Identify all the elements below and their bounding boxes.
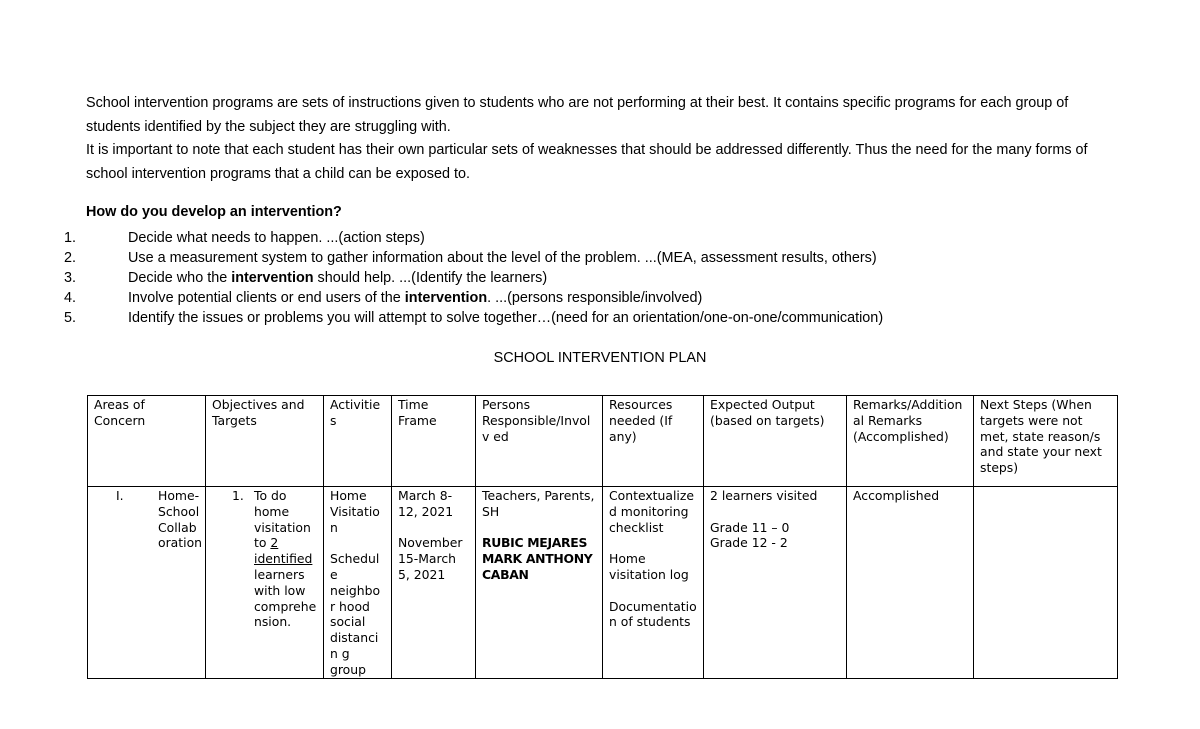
step-number: 3. bbox=[63, 270, 76, 286]
header-expected-output: Expected Output (based on targets) bbox=[704, 396, 847, 487]
header-time-frame: Time Frame bbox=[392, 396, 476, 487]
header-objectives: Objectives and Targets bbox=[206, 396, 324, 487]
steps-list bbox=[0, 228, 1150, 328]
objective-number: 1. bbox=[232, 488, 244, 503]
header-remarks: Remarks/Additional Remarks (Accomplished) bbox=[847, 396, 974, 487]
objective-text bbox=[254, 488, 322, 630]
step-item bbox=[0, 248, 1150, 268]
step-number: 2. bbox=[63, 250, 76, 266]
step-number: 5. bbox=[63, 310, 76, 326]
step-text bbox=[128, 268, 547, 288]
step-number: 4. bbox=[63, 290, 76, 306]
objective-text-pre: To do home visitation to bbox=[254, 488, 311, 551]
step-text-bold: intervention bbox=[231, 270, 314, 286]
cell-area bbox=[88, 487, 206, 679]
step-text: Decide what needs to happen. ...(action steps) bbox=[128, 230, 425, 246]
resource-item: Documentation of students bbox=[609, 598, 697, 630]
section-question: How do you develop an intervention? bbox=[86, 204, 342, 220]
table-header-row bbox=[88, 396, 1118, 487]
step-text bbox=[128, 288, 702, 308]
header-activities: Activities bbox=[324, 396, 392, 487]
activity-item: Home Visitation bbox=[330, 488, 380, 535]
area-number: I. bbox=[116, 488, 124, 503]
persons-names: RUBIC MEJARES MARK ANTHONY CABAN bbox=[482, 535, 593, 582]
intro-paragraph-1: School intervention programs are sets of instructions given to students who are not performing at their best. It contains specific programs for each group of students identified by the subject they are struggling with. bbox=[86, 95, 1069, 135]
objective-text-post: learners with low comprehe nsion. bbox=[254, 566, 317, 630]
header-persons-responsible: Persons Responsible/Involv ed bbox=[476, 396, 603, 487]
cell-resources bbox=[603, 487, 704, 679]
step-text-before: Involve potential clients or end users of the bbox=[128, 290, 405, 306]
step-text-after: . ...(persons responsible/involved) bbox=[487, 290, 703, 306]
cell-objective bbox=[206, 487, 324, 679]
step-text: Identify the issues or problems you will attempt to solve together…(need for an orientation/one-on-one/communication) bbox=[128, 310, 884, 326]
output-item: Grade 12 - 2 bbox=[710, 535, 788, 551]
cell-activities bbox=[324, 487, 392, 679]
output-item: 2 learners visited bbox=[710, 488, 818, 503]
header-areas-of-concern: Areas of Concern bbox=[88, 396, 206, 487]
cell-time-frame bbox=[392, 487, 476, 679]
step-number: 1. bbox=[63, 230, 76, 246]
header-resources: Resources needed (If any) bbox=[603, 396, 704, 487]
step-text-after: should help. ...(Identify the learners) bbox=[313, 270, 548, 286]
step-item bbox=[0, 308, 1150, 328]
cell-persons bbox=[476, 487, 603, 679]
time-item: March 8-12, 2021 bbox=[398, 488, 454, 519]
step-text-bold: intervention bbox=[404, 290, 488, 306]
area-text: Home-School Collab oration bbox=[158, 488, 203, 551]
output-item: Grade 11 – 0 bbox=[710, 519, 790, 535]
cell-remarks: Accomplished bbox=[847, 487, 974, 679]
table-row bbox=[88, 487, 1118, 679]
resource-item: Contextualized monitoring checklist bbox=[609, 488, 694, 535]
persons-item: Teachers, Parents, SH bbox=[482, 488, 595, 519]
cell-next-steps bbox=[974, 487, 1118, 679]
activity-item: Schedule neighbor hood social distancin g group bbox=[330, 551, 381, 677]
plan-title: SCHOOL INTERVENTION PLAN bbox=[493, 350, 707, 366]
step-text-before: Decide who the bbox=[128, 270, 232, 286]
step-text: Use a measurement system to gather information about the level of the problem. ...(MEA, assessment results, others) bbox=[128, 250, 877, 266]
objective-count: 2 identified bbox=[254, 535, 313, 567]
cell-expected-output bbox=[704, 487, 847, 679]
step-item bbox=[0, 268, 1150, 288]
time-item: November 15-March 5, 2021 bbox=[398, 535, 463, 582]
intro-paragraph-2: It is important to note that each student has their own particular sets of weaknesses that should be addressed differently. Thus the need for the many forms of school intervention programs that a child can be exposed to. bbox=[86, 142, 1088, 182]
header-next-steps: Next Steps (When targets were not met, state reason/s and state your next steps) bbox=[974, 396, 1118, 487]
intro-text bbox=[86, 92, 1116, 186]
resource-item: Home visitation log bbox=[609, 551, 689, 582]
step-item bbox=[0, 288, 1150, 308]
intervention-plan-table bbox=[87, 395, 1118, 679]
step-item bbox=[0, 228, 1150, 248]
